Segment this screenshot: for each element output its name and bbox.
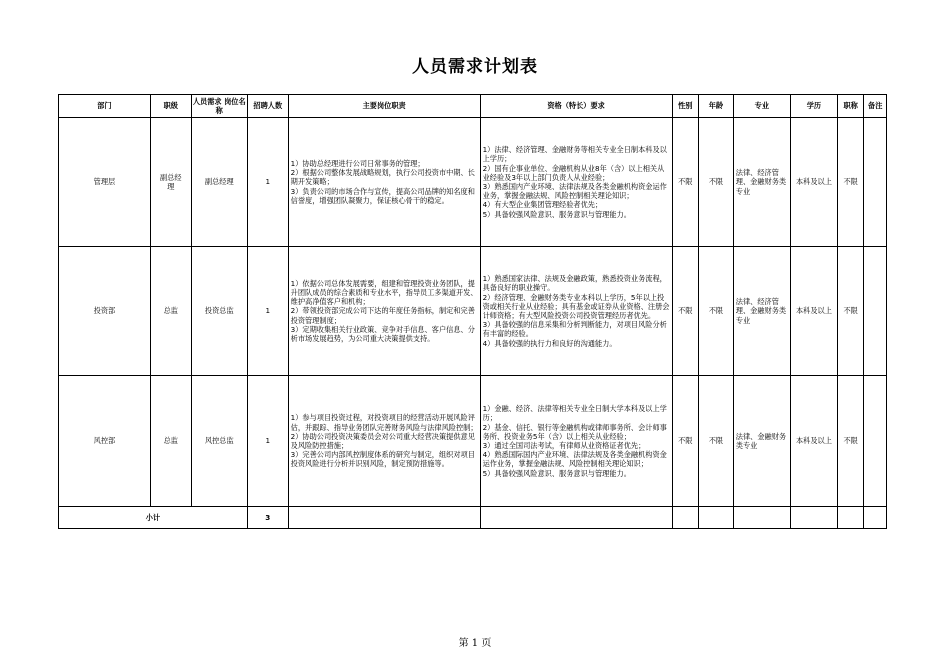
cell-age: 不限 bbox=[699, 118, 734, 247]
header-level: 职级 bbox=[150, 95, 191, 118]
cell-level: 副总经 理 bbox=[150, 118, 191, 247]
cell-education: 本科及以上 bbox=[790, 376, 837, 507]
subtotal-empty-cell bbox=[672, 507, 699, 529]
subtotal-empty-cell bbox=[480, 507, 672, 529]
header-education: 学历 bbox=[790, 95, 837, 118]
cell-level: 总监 bbox=[150, 247, 191, 376]
header-age: 年龄 bbox=[699, 95, 734, 118]
header-dept: 部门 bbox=[59, 95, 151, 118]
cell-qualifications: 1）法律、经济管理、金融财务等相关专业全日制本科及以上学历； 2）国有企事业单位、金融机构从业8年（含）以上相关从业经验及3年以上部门负责人从业经验； 3）熟悉国内产业环境、法律法规及各类金融机构资金运作业务，掌握金融法规、风险控制相关理论知识； 4）有大型企业集团管理经验者优先； 5）具备较强风险意识、服务意识与管理能力。 bbox=[480, 118, 672, 247]
cell-duties: 1）依据公司总体发展需要，组建和管理投资业务团队，提升团队成员的综合素质和专业水平，指导员工多渠道开发、维护高净值客户和机构； 2）带领投资部完成公司下达的年度任务指标，制定和完善投资管理制度； 3）定期收集相关行业政策、竞争对手信息、客户信息、分析市场发展趋势，为公司重大决策提供支持。 bbox=[288, 247, 480, 376]
subtotal-label: 小计 bbox=[59, 507, 248, 529]
cell-rank-title: 不限 bbox=[837, 376, 864, 507]
subtotal-empty-cell bbox=[790, 507, 837, 529]
subtotal-empty-cell bbox=[864, 507, 887, 529]
cell-rank-title: 不限 bbox=[837, 247, 864, 376]
page-number: 第 1 页 bbox=[458, 638, 492, 649]
staffing-plan-table bbox=[58, 94, 887, 529]
subtotal-empty-cell bbox=[699, 507, 734, 529]
cell-major: 法律、经济管理、金融财务类专业 bbox=[733, 118, 790, 247]
cell-dept: 风控部 bbox=[59, 376, 151, 507]
subtotal-empty-cell bbox=[288, 507, 480, 529]
cell-position-title: 风控总监 bbox=[191, 376, 247, 507]
subtotal-count: 3 bbox=[247, 507, 288, 529]
cell-duties: 1）协助总经理进行公司日常事务的管理； 2）根据公司整体发展战略规划，执行公司投资市中期、长期开发策略； 3）负责公司的市场合作与宣传，提高公司品牌的知名度和信誉度，增强团队凝聚力，保证核心骨干的稳定。 bbox=[288, 118, 480, 247]
cell-major: 法律、金融财务类专业 bbox=[733, 376, 790, 507]
header-remarks: 备注 bbox=[864, 95, 887, 118]
cell-dept: 投资部 bbox=[59, 247, 151, 376]
header-rank-title: 职称 bbox=[837, 95, 864, 118]
table-row bbox=[59, 376, 887, 507]
table-header-row bbox=[59, 95, 887, 118]
cell-dept: 管理层 bbox=[59, 118, 151, 247]
subtotal-row bbox=[59, 507, 887, 529]
page-title: 人员需求计划表 bbox=[412, 57, 538, 77]
table-row bbox=[59, 247, 887, 376]
cell-position-title: 副总经理 bbox=[191, 118, 247, 247]
header-position-title: 人员需求 岗位名称 bbox=[191, 95, 247, 118]
cell-remarks bbox=[864, 247, 887, 376]
header-gender: 性别 bbox=[672, 95, 699, 118]
cell-major: 法律、经济管理、金融财务类专业 bbox=[733, 247, 790, 376]
header-qualifications: 资格（特长）要求 bbox=[480, 95, 672, 118]
cell-headcount: 1 bbox=[247, 376, 288, 507]
header-major: 专业 bbox=[733, 95, 790, 118]
cell-rank-title: 不限 bbox=[837, 118, 864, 247]
header-headcount: 招聘人数 bbox=[247, 95, 288, 118]
cell-level: 总监 bbox=[150, 376, 191, 507]
cell-remarks bbox=[864, 376, 887, 507]
subtotal-empty-cell bbox=[733, 507, 790, 529]
cell-headcount: 1 bbox=[247, 247, 288, 376]
cell-education: 本科及以上 bbox=[790, 118, 837, 247]
cell-headcount: 1 bbox=[247, 118, 288, 247]
subtotal-empty-cell bbox=[837, 507, 864, 529]
table-row bbox=[59, 118, 887, 247]
header-duties: 主要岗位职责 bbox=[288, 95, 480, 118]
cell-duties: 1）参与项目投资过程，对投资项目的经营活动开展风险评估，并跟踪、指导业务团队完善财务风险与法律风险控制； 2）协助公司投资决策委员会对公司重大经营决策提供意见及风险防控措施； 3）完善公司内部风控制度体系的研究与制定，组织对项目投资风险进行分析并识别风险，制定预防措施等。 bbox=[288, 376, 480, 507]
cell-gender: 不限 bbox=[672, 247, 699, 376]
cell-age: 不限 bbox=[699, 376, 734, 507]
cell-qualifications: 1）熟悉国家法律、法规及金融政策，熟悉投资业务流程，具备良好的职业操守。 2）经济管理、金融财务类专业本科以上学历，5年以上投资或相关行业从业经验；具有基金或证券从业资格、注册会计师资格；有大型风险投资公司投资管理经历者优先。 3）具备较强的信息采集和分析判断能力，对项目风险分析有丰富的经验。 4）具备较强的执行力和良好的沟通能力。 bbox=[480, 247, 672, 376]
cell-age: 不限 bbox=[699, 247, 734, 376]
cell-gender: 不限 bbox=[672, 376, 699, 507]
cell-qualifications: 1）金融、经济、法律等相关专业全日制大学本科及以上学历； 2）基金、信托、银行等金融机构或律师事务所、会计师事务所、投资业务5年（含）以上相关从业经验； 3）通过全国司法考试，有律师从业资格证者优先； 4）熟悉国际国内产业环境、法律法规及各类金融机构资金运作业务，掌握金融法规、风险控制相关理论知识； 5）具备较强风险意识、服务意识与管理能力。 bbox=[480, 376, 672, 507]
cell-position-title: 投资总监 bbox=[191, 247, 247, 376]
cell-education: 本科及以上 bbox=[790, 247, 837, 376]
cell-gender: 不限 bbox=[672, 118, 699, 247]
cell-remarks bbox=[864, 118, 887, 247]
